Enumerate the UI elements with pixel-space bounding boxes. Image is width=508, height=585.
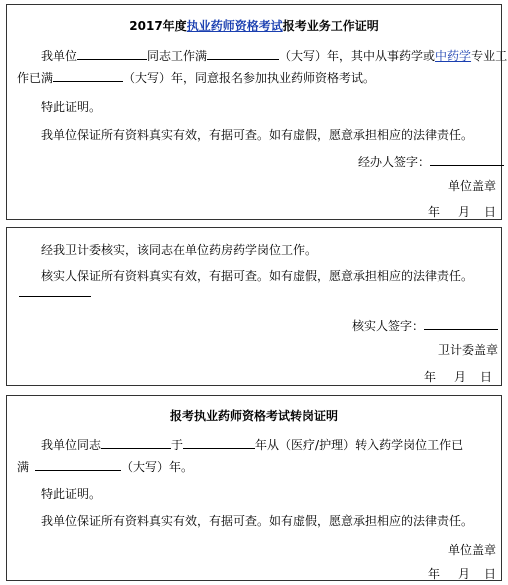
date-year: 年 (428, 205, 441, 219)
verifier-guarantee: 核实人保证所有资料真实有效，有据可查。如有虚假，愿意承担相应的法律责任。 (41, 269, 474, 283)
date-line (428, 203, 496, 220)
health-commission-seal: 卫计委盖章 (438, 343, 499, 357)
date-line (428, 565, 496, 582)
title-suffix: 报考业务工作证明 (282, 19, 379, 33)
date-year: 年 (428, 567, 441, 581)
title-year: 2017年度 (129, 19, 187, 33)
unit-seal: 单位盖章 (448, 179, 497, 193)
date-line (424, 368, 492, 385)
verification-statement: 经我卫计委核实，该同志在单位药房药学岗位工作。 (41, 243, 318, 257)
verifier-signature-blank[interactable] (424, 317, 498, 330)
text-at: 于 (171, 438, 184, 452)
unit-seal: 单位盖章 (448, 543, 497, 557)
date-month: 月 (458, 205, 471, 219)
transfer-year-blank[interactable] (183, 436, 255, 449)
employment-certificate-title (7, 17, 501, 34)
hereby-certify: 特此证明。 (41, 100, 102, 114)
verifier-signature-label: 核实人签字： (352, 319, 425, 333)
verifier-signature (352, 317, 498, 334)
handler-signature-blank[interactable] (430, 153, 504, 166)
pharmacy-years-blank[interactable] (53, 69, 123, 82)
handler-signature-label: 经办人签字： (358, 155, 431, 169)
tcm-link[interactable]: 中药学 (435, 49, 472, 63)
years-blank[interactable] (207, 47, 279, 60)
date-day: 日 (480, 370, 493, 384)
text-transfer: 年从（医疗/护理）转入药学岗位工作已 (255, 438, 464, 452)
transfer-certificate-section (6, 395, 502, 581)
colleague-name-blank[interactable] (101, 436, 171, 449)
paragraph-work-years-cont (17, 69, 375, 86)
text-full: 满 (17, 460, 30, 474)
verification-section (6, 227, 502, 386)
paragraph-transfer-cont (17, 458, 193, 475)
verification-blank-line[interactable] (19, 296, 91, 297)
paragraph-work-years (41, 47, 507, 64)
text-agree: （大写）年，同意报名参加执业药师资格考试。 (123, 71, 376, 85)
date-month: 月 (454, 370, 467, 384)
text-worked: 作已满 (17, 71, 54, 85)
transfer-years-blank[interactable] (35, 458, 121, 471)
name-blank[interactable] (77, 47, 147, 60)
text-work-full: 同志工作满 (147, 49, 208, 63)
date-year: 年 (424, 370, 437, 384)
text-engaged: （大写）年，其中从事药学或 (279, 49, 436, 63)
transfer-certificate-title: 报考执业药师资格考试转岗证明 (169, 409, 338, 423)
handler-signature (358, 153, 504, 170)
employment-certificate-section (6, 4, 508, 220)
guarantee-statement: 我单位保证所有资料真实有效，有据可查。如有虚假，愿意承担相应的法律责任。 (41, 514, 474, 528)
text-specialty: 专业工 (471, 49, 508, 63)
exam-link[interactable]: 执业药师资格考试 (186, 19, 283, 33)
paragraph-transfer (41, 436, 463, 453)
text-colleague: 我单位同志 (41, 438, 102, 452)
date-month: 月 (458, 567, 471, 581)
text-unit: 我单位 (41, 49, 78, 63)
date-day: 日 (484, 567, 497, 581)
text-years: （大写）年。 (121, 460, 194, 474)
hereby-certify: 特此证明。 (41, 487, 102, 501)
guarantee-statement: 我单位保证所有资料真实有效，有据可查。如有虚假，愿意承担相应的法律责任。 (41, 128, 474, 142)
date-day: 日 (484, 205, 497, 219)
